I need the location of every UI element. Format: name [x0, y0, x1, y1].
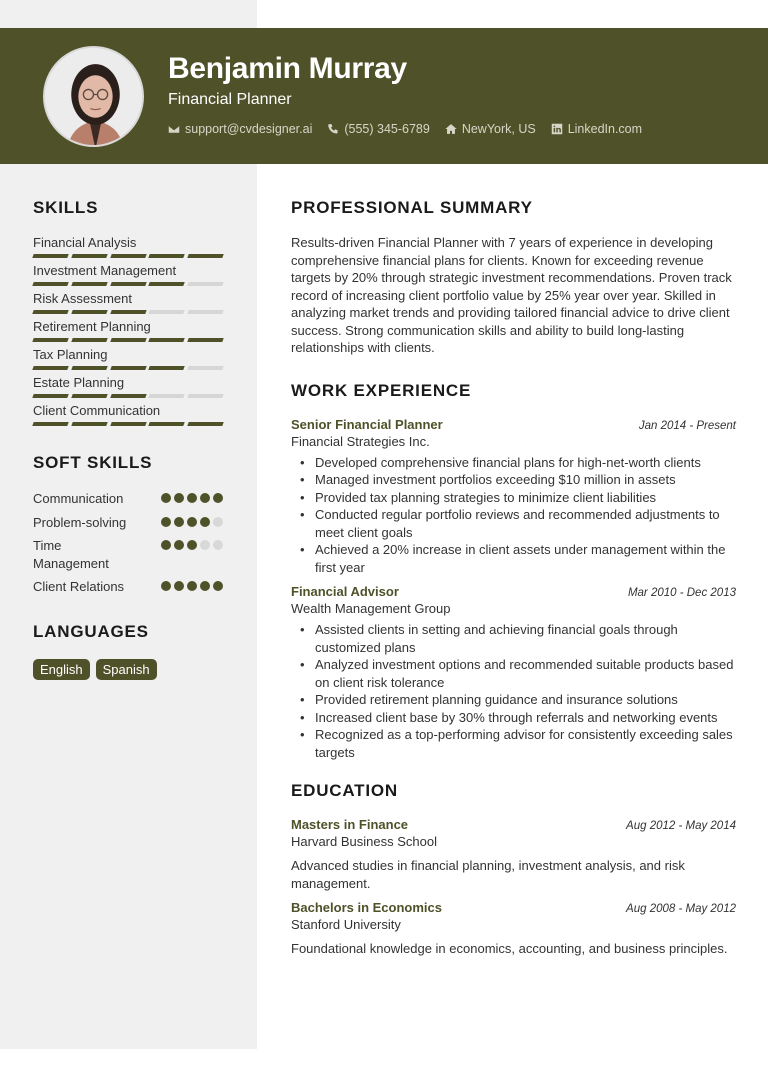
skill-level-segment: [71, 366, 107, 370]
skill-level-segment: [187, 422, 223, 426]
rating-dot: [174, 581, 184, 591]
job-bullets: [291, 621, 736, 761]
job-bullet: • Conducted regular portfolio reviews and recommended adjustments to meet client goals: [291, 506, 736, 541]
contact-phone[interactable]: [327, 122, 429, 136]
contact-bar: [168, 122, 642, 136]
skill-level-segment: [149, 338, 185, 342]
profile-photo: [43, 46, 144, 147]
candidate-title: Financial Planner: [168, 91, 292, 108]
soft-skill-rating: [161, 493, 223, 503]
school-name: Stanford University: [291, 917, 401, 932]
linkedin-icon: [551, 123, 563, 135]
skills-list: [33, 235, 223, 427]
skill-level-segment: [110, 394, 146, 398]
skill-level-segment: [71, 282, 107, 286]
summary-section: [291, 198, 736, 357]
rating-dot: [200, 540, 210, 550]
skill-name: Retirement Planning: [33, 319, 151, 334]
skill-level-segment: [71, 394, 107, 398]
skill-level-segment: [110, 422, 146, 426]
summary-text: Results-driven Financial Planner with 7 years of experience in developing comprehensive financial plans for clients. Known for exceeding revenue targets by 20% through strategic investment recommendations. Proven track record of increasing client portfolio value by 25% year over year. Skilled in analyzing market trends and providing tailored financial advice to drive client success. Strong communication skills and ability to build long-lasting relationships with clients.: [291, 235, 732, 355]
skill-level-bar: [33, 338, 223, 343]
skill-name: Estate Planning: [33, 375, 125, 390]
skill-item: [33, 263, 223, 287]
soft-skill-item: [33, 490, 223, 508]
summary-heading: PROFESSIONAL SUMMARY: [291, 198, 533, 217]
skill-level-segment: [32, 422, 68, 426]
rating-dot: [187, 540, 197, 550]
skill-level-segment: [32, 366, 68, 370]
skill-level-segment: [71, 254, 107, 258]
skill-level-bar: [33, 254, 223, 259]
education-list: [291, 817, 736, 958]
education-heading: EDUCATION: [291, 781, 398, 800]
education-date: Aug 2008 - May 2012: [626, 903, 736, 915]
skill-level-bar: [33, 282, 223, 287]
skill-level-segment: [110, 338, 146, 342]
soft-skill-name: Client Relations: [33, 579, 125, 594]
skill-level-segment: [187, 254, 223, 258]
rating-dot: [161, 540, 171, 550]
rating-dot: [200, 493, 210, 503]
education-header: [291, 900, 736, 915]
contact-linkedin[interactable]: [551, 122, 642, 136]
skill-name: Financial Analysis: [33, 235, 137, 250]
education-entry: [291, 900, 736, 958]
job-bullet: • Developed comprehensive financial plans for high-net-worth clients: [291, 454, 736, 472]
job-header: [291, 417, 736, 432]
skill-level-bar: [33, 366, 223, 371]
rating-dot: [161, 517, 171, 527]
degree-title: Masters in Finance: [291, 817, 409, 832]
contact-email[interactable]: [168, 122, 312, 136]
soft-skill-rating: [161, 517, 223, 527]
education-header: [291, 817, 736, 832]
skill-level-bar: [33, 310, 223, 315]
soft-skill-name: Problem-solving: [33, 514, 127, 530]
skill-item: [33, 291, 223, 315]
work-experience-section: [291, 381, 736, 762]
education-description: Advanced studies in financial planning, investment analysis, and risk management.: [291, 858, 685, 891]
skill-name: Investment Management: [33, 263, 177, 278]
rating-dot: [174, 517, 184, 527]
job-title: Financial Advisor: [291, 584, 399, 599]
skill-level-segment: [110, 310, 146, 314]
skill-level-segment: [187, 282, 223, 286]
skill-level-segment: [187, 394, 223, 398]
job-bullet: • Analyzed investment options and recommended suitable products based on client risk tolerance: [291, 656, 736, 691]
job-date: Mar 2010 - Dec 2013: [627, 587, 736, 599]
skill-item: [33, 319, 223, 343]
skill-level-bar: [33, 422, 223, 427]
contact-location: [445, 122, 536, 136]
rating-dot: [187, 581, 197, 591]
skill-level-segment: [71, 338, 107, 342]
skill-level-segment: [149, 310, 185, 314]
soft-skill-name: Communication: [33, 491, 124, 506]
rating-dot: [174, 493, 184, 503]
job-title: Senior Financial Planner: [291, 416, 443, 432]
skill-level-segment: [32, 338, 68, 342]
rating-dot: [200, 581, 210, 591]
skill-item: [33, 235, 223, 259]
education-entry: [291, 817, 736, 892]
soft-skill-name: Time Management: [33, 538, 109, 571]
main-content: [291, 198, 736, 966]
skill-level-segment: [149, 254, 185, 258]
rating-dot: [213, 540, 223, 550]
skills-heading: SKILLS: [33, 198, 99, 217]
school-name: Harvard Business School: [291, 834, 437, 849]
soft-skills-section: [33, 453, 223, 596]
skill-level-segment: [110, 282, 146, 286]
education-date: Aug 2012 - May 2014: [626, 820, 736, 832]
skill-name: Risk Assessment: [33, 291, 132, 306]
job-company: Wealth Management Group: [291, 601, 451, 616]
skill-name: Client Communication: [33, 403, 161, 418]
job-company: Financial Strategies Inc.: [291, 433, 430, 449]
skill-level-segment: [187, 338, 223, 342]
rating-dot: [161, 581, 171, 591]
rating-dot: [174, 540, 184, 550]
phone-text: (555) 345-6789: [344, 122, 430, 136]
job-entry: [291, 584, 736, 761]
skill-level-bar: [33, 394, 223, 399]
rating-dot: [187, 493, 197, 503]
soft-skill-item: [33, 514, 223, 532]
skill-level-segment: [71, 310, 107, 314]
skill-level-segment: [32, 310, 68, 314]
person-portrait-icon: [45, 48, 144, 147]
skill-level-segment: [187, 366, 223, 370]
soft-skill-rating: [161, 581, 223, 591]
skill-level-segment: [187, 310, 223, 314]
skill-level-segment: [110, 366, 146, 370]
job-bullet: • Provided retirement planning guidance and insurance solutions: [291, 691, 736, 709]
jobs-list: [291, 417, 736, 762]
phone-icon: [327, 123, 339, 135]
home-icon: [445, 123, 457, 135]
rating-dot: [187, 517, 197, 527]
skill-level-segment: [71, 422, 107, 426]
skill-level-segment: [32, 254, 68, 258]
email-text: support@cvdesigner.ai: [185, 122, 313, 136]
skill-item: [33, 375, 223, 399]
language-badge: English: [33, 659, 90, 680]
job-header: [291, 584, 736, 599]
job-bullet: • Assisted clients in setting and achieving financial goals through customized plans: [291, 621, 736, 656]
skill-item: [33, 403, 223, 427]
rating-dot: [213, 581, 223, 591]
soft-skill-rating: [161, 540, 223, 550]
rating-dot: [213, 517, 223, 527]
languages-list: [33, 659, 223, 680]
work-heading: WORK EXPERIENCE: [291, 380, 472, 400]
rating-dot: [213, 493, 223, 503]
sidebar: [33, 198, 223, 680]
skill-level-segment: [149, 282, 185, 286]
soft-skill-item: [33, 537, 223, 572]
skill-item: [33, 347, 223, 371]
candidate-name: Benjamin Murray: [168, 52, 407, 85]
languages-heading: LANGUAGES: [33, 621, 149, 641]
skill-level-segment: [32, 394, 68, 398]
languages-section: [33, 622, 223, 680]
job-bullet: • Provided tax planning strategies to minimize client liabilities: [291, 489, 736, 507]
education-description: Foundational knowledge in economics, accounting, and business principles.: [291, 941, 728, 956]
skill-name: Tax Planning: [33, 347, 108, 362]
skills-section: [33, 198, 223, 427]
rating-dot: [200, 517, 210, 527]
soft-skills-heading: SOFT SKILLS: [33, 453, 153, 472]
job-bullet: • Increased client base by 30% through referrals and networking events: [291, 709, 736, 727]
soft-skills-list: [33, 490, 223, 596]
linkedin-text: LinkedIn.com: [567, 122, 643, 136]
job-bullet: • Recognized as a top-performing advisor for consistently exceeding sales targets: [291, 726, 736, 761]
language-badge: Spanish: [96, 659, 157, 680]
job-bullet: • Managed investment portfolios exceeding $10 million in assets: [291, 471, 736, 489]
job-bullet: • Achieved a 20% increase in client assets under management within the first year: [291, 541, 736, 576]
education-section: [291, 781, 736, 958]
skill-level-segment: [32, 282, 68, 286]
rating-dot: [161, 493, 171, 503]
envelope-icon: [168, 123, 180, 135]
soft-skill-item: [33, 578, 223, 596]
job-date: Jan 2014 - Present: [638, 419, 736, 432]
skill-level-segment: [149, 422, 185, 426]
job-entry: [291, 417, 736, 577]
skill-level-segment: [149, 366, 185, 370]
job-bullets: [291, 454, 736, 577]
degree-title: Bachelors in Economics: [291, 900, 442, 915]
location-text: NewYork, US: [461, 122, 536, 136]
skill-level-segment: [110, 254, 146, 258]
skill-level-segment: [149, 394, 185, 398]
